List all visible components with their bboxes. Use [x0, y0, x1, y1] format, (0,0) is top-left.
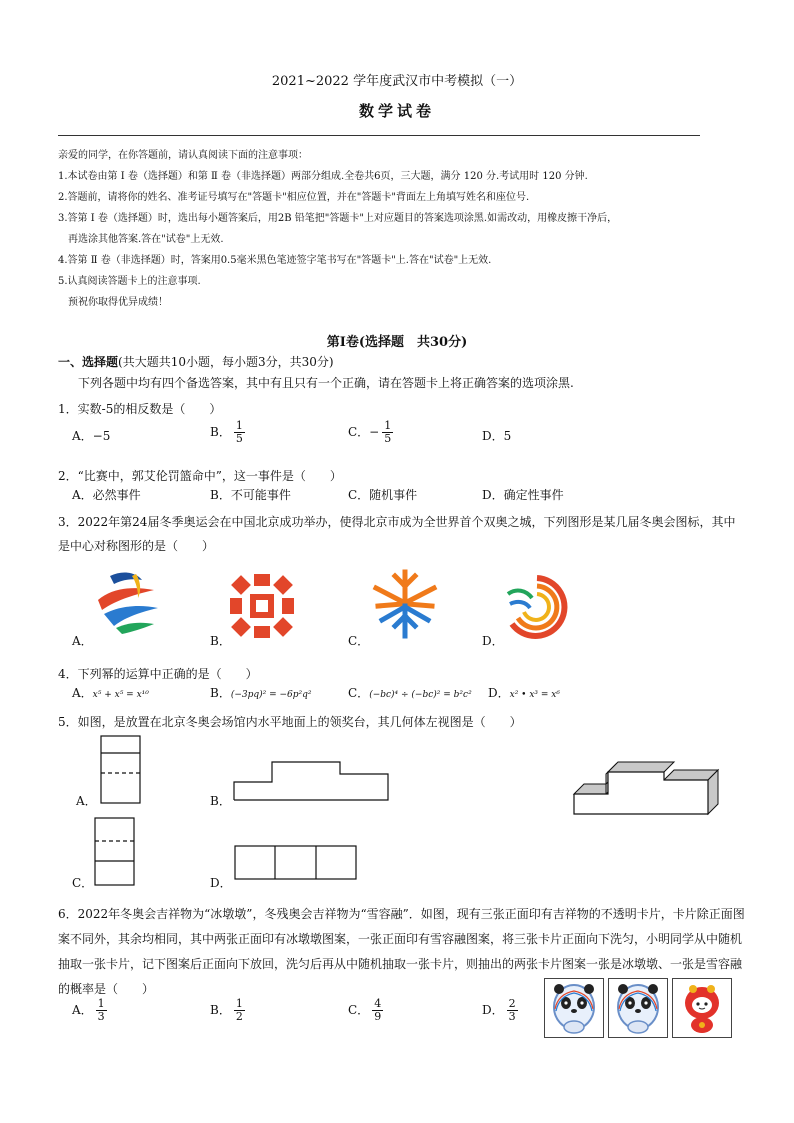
- q1-option-c: [348, 420, 393, 445]
- q1-b-den: 5: [235, 432, 243, 445]
- q6-d-fraction: [507, 998, 518, 1023]
- q6-a-num: 1: [97, 997, 105, 1010]
- notice-item: 1.本试卷由第 Ⅰ 卷（选择题）和第 Ⅱ 卷（非选择题）两部分组成.全卷共6页，三大题，满分 120 分.考试用时 120 分钟.: [58, 171, 588, 182]
- question-1-stem: 1．实数-5的相反数是（ ）: [58, 402, 222, 416]
- q1-option-b: [210, 420, 245, 445]
- part-info: (共大题共10小题，每小题3分，共30分): [118, 355, 334, 369]
- q1-c-label: C．−: [348, 425, 380, 439]
- q4-d-label: D．: [488, 686, 510, 700]
- q6-c-fraction: [372, 998, 383, 1023]
- view-option-a-figure: [100, 735, 142, 805]
- beijing-2022-emblem: [92, 566, 168, 638]
- q1-b-fraction: [234, 420, 245, 445]
- q3-option-a: A．: [72, 634, 93, 648]
- question-5-stem: 5．如图，是放置在北京冬奥会场馆内水平地面上的领奖台，其几何体左视图是（ ）: [58, 715, 522, 729]
- q1-c-den: 5: [384, 432, 392, 445]
- q1-b-num: 1: [235, 419, 243, 432]
- q4-a-label: A．: [72, 686, 93, 700]
- q6-a-label: A．: [72, 1003, 93, 1017]
- q6-b-num: 1: [235, 997, 243, 1010]
- q6-c-den: 9: [374, 1010, 382, 1023]
- snowflake-emblem: [370, 566, 440, 640]
- part-title: 一、选择题: [58, 355, 119, 369]
- q4-option-b: [210, 684, 312, 701]
- q6-option-d: [482, 998, 518, 1023]
- q4-c-label: C．: [348, 686, 370, 700]
- q3-option-b: B．: [210, 634, 231, 648]
- q4-b-label: B．: [210, 686, 231, 700]
- q6-option-c: [348, 998, 383, 1023]
- question-6-stem-2: 案不同外，其余均相同，其中两张正面印有冰墩墩图案，一张正面印有雪容融图案，将三张卡片正面向下洗匀，小明同学从中随机: [58, 932, 743, 946]
- q5-option-d: D．: [210, 876, 232, 890]
- q6-a-den: 3: [97, 1010, 105, 1023]
- question-6-stem-3: 抽取一张卡片，记下图案后正面向下放回，洗匀后再从中随机抽取一张卡片，则抽出的两张卡片图案一张是冰墩墩、一张是雪容融: [58, 957, 743, 971]
- view-option-c-figure: [94, 817, 136, 887]
- section-heading: 第Ⅰ卷(选择题 共30分): [326, 335, 468, 350]
- notice-item: 预祝你取得优异成绩！: [68, 297, 168, 308]
- exam-title: 2021~2022 学年度武汉市中考模拟（一）: [271, 74, 523, 89]
- header-divider: [58, 135, 700, 136]
- q6-d-label: D．: [482, 1003, 504, 1017]
- q6-c-label: C．: [348, 1003, 370, 1017]
- q5-option-a: A．: [76, 794, 97, 808]
- part-instruction: 下列各题中均有四个备选答案，其中有且只有一个正确，请在答题卡上将正确答案的选项涂黑.: [78, 376, 574, 390]
- q5-option-b: B．: [210, 794, 231, 808]
- q1-option-d: D．5: [482, 429, 512, 443]
- notice-item: 再选涂其他答案.答在"试卷"上无效.: [68, 234, 224, 245]
- q6-option-a: [72, 998, 107, 1023]
- podium-3d-figure: [568, 758, 722, 818]
- q4-b-expr: (−3pq)² = −6p²q²: [230, 690, 312, 700]
- q2-option-a: A．必然事件: [72, 488, 141, 502]
- q2-option-b: B．不可能事件: [210, 488, 291, 502]
- q1-c-num: 1: [384, 419, 392, 432]
- question-6-stem-4: 的概率是（ ）: [58, 982, 155, 996]
- orange-cross-emblem: [228, 572, 296, 640]
- q6-d-den: 3: [508, 1010, 516, 1023]
- notice-item: 3.答第 Ⅰ 卷（选择题）时，选出每小题答案后，用2B 铅笔把"答题卡"上对应题目的答案选项涂黑.如需改动，用橡皮擦干净后，: [58, 213, 618, 224]
- q4-option-a: [72, 684, 149, 701]
- q3-option-d: D．: [482, 634, 504, 648]
- q4-d-expr: x² • x³ = x⁶: [509, 690, 560, 700]
- q6-b-label: B．: [210, 1003, 231, 1017]
- panda-mascot-icon: [545, 979, 603, 1037]
- lantern-mascot-icon: [673, 979, 731, 1037]
- question-3-stem: 3．2022年第24届冬季奥运会在中国北京成功举办，使得北京市成为全世界首个双奥之城，下列图形是某几届冬奥会图标，其中: [58, 515, 736, 529]
- q6-option-b: [210, 998, 245, 1023]
- notice-item: 5.认真阅读答题卡上的注意事项.: [58, 276, 201, 287]
- notice-item: 4.答第 Ⅱ 卷（非选择题）时，答案用0.5毫米黑色笔迹签字笔书写在"答题卡"上.答在"试卷"上无效.: [58, 255, 492, 266]
- mascot-card-shuey-rhon-rhon: [672, 978, 732, 1038]
- question-2-stem: 2．“比赛中，郭艾伦罚篮命中”，这一事件是（ ）: [58, 469, 342, 483]
- q1-b-label: B．: [210, 425, 231, 439]
- question-3-stem-cont: 是中心对称图形的是（ ）: [58, 539, 215, 553]
- mascot-card-bing-dwen-dwen: [544, 978, 604, 1038]
- question-6-stem: 6．2022年冬奥会吉祥物为“冰墩墩”，冬残奥会吉祥物为“雪容融”．如图，现有三张正面印有吉祥物的不透明卡片，卡片除正面图: [58, 907, 745, 921]
- subject-title: 数学试卷: [358, 102, 435, 120]
- q4-a-expr: x⁵ + x⁵ = x¹⁰: [92, 690, 149, 700]
- swirl-emblem: [502, 572, 572, 642]
- view-option-b-figure: [232, 760, 392, 802]
- q1-option-a: A．−5: [72, 429, 111, 443]
- q6-b-den: 2: [235, 1010, 243, 1023]
- view-option-d-figure: [234, 845, 358, 881]
- q6-a-fraction: [96, 998, 107, 1023]
- panda-mascot-icon: [609, 979, 667, 1037]
- q6-c-num: 4: [374, 997, 382, 1010]
- q4-c-expr: (−bc)⁴ ÷ (−bc)² = b²c²: [369, 690, 472, 700]
- q1-c-fraction: [382, 420, 393, 445]
- notice-item: 2.答题前，请将你的姓名、准考证号填写在"答题卡"相应位置，并在"答题卡"背面左上角填写姓名和座位号.: [58, 192, 530, 203]
- q6-b-fraction: [234, 998, 245, 1023]
- q6-d-num: 2: [508, 997, 516, 1010]
- question-4-stem: 4．下列幂的运算中正确的是（ ）: [58, 667, 258, 681]
- mascot-card-bing-dwen-dwen: [608, 978, 668, 1038]
- q2-option-d: D．确定性事件: [482, 488, 564, 502]
- q4-option-c: [348, 684, 472, 701]
- q2-option-c: C．随机事件: [348, 488, 418, 502]
- q3-option-c: C．: [348, 634, 370, 648]
- notice-greeting: 亲爱的同学，在你答题前，请认真阅读下面的注意事项：: [58, 150, 308, 161]
- q5-option-c: C．: [72, 876, 94, 890]
- q4-option-d: [488, 684, 560, 701]
